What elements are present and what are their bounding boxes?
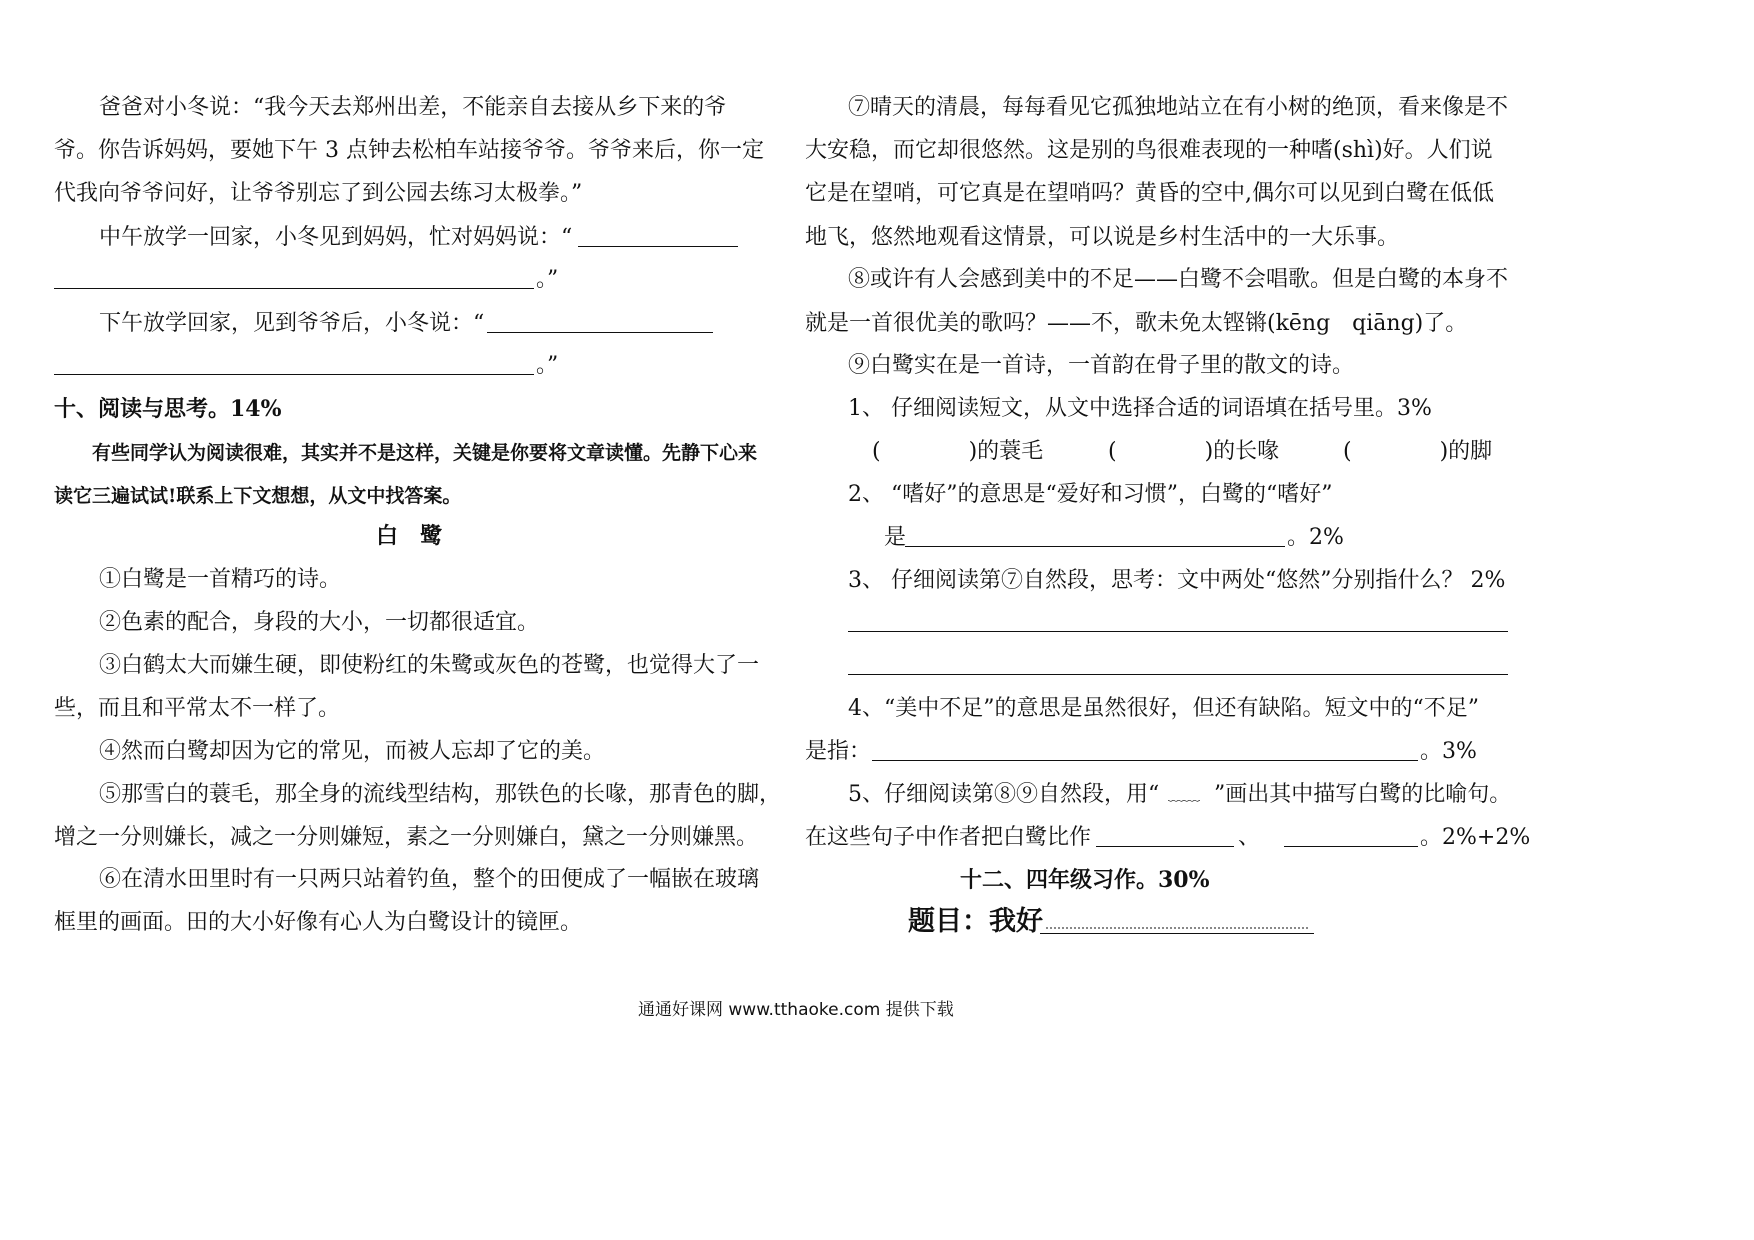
- question-1-blank-feathers[interactable]: ( )的蓑毛: [872, 439, 1044, 464]
- question-4-line-1: 4、“美中不足”的意思是虽然很好，但还有缺陷。短文中的“不足”: [848, 696, 1479, 721]
- noon-answer-line-1[interactable]: [578, 246, 738, 247]
- question-4-is-label: 是指：: [805, 739, 872, 764]
- essay-title-label: 题目：我好: [908, 906, 1043, 937]
- question-1-blank-beak[interactable]: ( )的长喙: [1108, 439, 1280, 464]
- footer-source: 通通好课网 www.tthaoke.com 提供下载: [638, 1000, 954, 1020]
- article-paragraph-6-line-1: ⑥在清水田里时有一只两只站着钓鱼，整个的田便成了一幅嵌在玻璃: [99, 867, 760, 892]
- question-3-answer-line-2[interactable]: [848, 674, 1508, 675]
- question-2: 2、 “嗜好”的意思是“爱好和习惯”，白鹭的“嗜好”: [848, 482, 1333, 507]
- article-paragraph-6-line-2: 框里的画面。田的大小好像有心人为白鹭设计的镜匣。: [54, 910, 583, 935]
- article-paragraph-3-line-1: ③白鹤太大而嫌生硬，即使粉红的朱鹭或灰色的苍鹭，也觉得大了一: [99, 653, 760, 678]
- question-3-answer-line-1[interactable]: [848, 631, 1508, 632]
- noon-prompt: 中午放学一回家，小冬见到妈妈，忙对妈妈说：“: [99, 225, 573, 250]
- question-3: 3、 仔细阅读第⑦自然段，思考：文中两处“悠然”分别指什么？ 2%: [848, 568, 1506, 593]
- article-paragraph-8-line-1: ⑧或许有人会感到美中的不足——白鹭不会唱歌。但是白鹭的本身不: [848, 267, 1509, 292]
- noon-answer-line-2[interactable]: [54, 288, 534, 289]
- article-paragraph-5-line-1: ⑤那雪白的蓑毛，那全身的流线型结构，那铁色的长喙，那青色的脚，: [99, 782, 782, 807]
- question-1: 1、 仔细阅读短文，从文中选择合适的词语填在括号里。3%: [848, 396, 1432, 421]
- section-12-title: 十二、四年级习作。30%: [960, 867, 1210, 893]
- question-5-line-2: 在这些句子中作者把白鹭比作: [805, 825, 1092, 850]
- question-5-separator: 、: [1238, 825, 1261, 850]
- question-4-answer-line[interactable]: [872, 760, 1418, 761]
- reading-intro-line-2: 读它三遍试试!联系上下文想想，从文中找答案。: [54, 485, 462, 507]
- article-paragraph-7-line-3: 它是在望哨，可它真是在望哨吗？黄昏的空中,偶尔可以见到白鹭在低低: [805, 181, 1494, 206]
- article-paragraph-7-line-4: 地飞，悠然地观看这情景，可以说是乡村生活中的一大乐事。: [805, 225, 1400, 250]
- article-paragraph-3-line-2: 些，而且和平常太不一样了。: [54, 696, 341, 721]
- dad-paragraph-line-2: 爷。你告诉妈妈，要她下午 3 点钟去松柏车站接爷爷。爷爷来后，你一定: [54, 138, 764, 163]
- afternoon-prompt: 下午放学回家，见到爷爷后，小冬说：“: [99, 311, 485, 336]
- question-4-score: 。3%: [1420, 739, 1477, 764]
- question-5-answer-line-2[interactable]: [1284, 846, 1418, 847]
- essay-title-blank[interactable]: [1040, 933, 1314, 934]
- dad-paragraph-line-1: 爸爸对小冬说：“我今天去郑州出差，不能亲自去接从乡下来的爷: [99, 95, 727, 120]
- article-paragraph-8-line-2: 就是一首很优美的歌吗？——不，歌未免太铿锵(kēng qiāng)了。: [805, 311, 1468, 336]
- article-paragraph-7-line-2: 大安稳，而它却很悠然。这是别的鸟很难表现的一种嗜(shì)好。人们说: [805, 138, 1493, 163]
- article-paragraph-7-line-1: ⑦晴天的清晨，每每看见它孤独地站立在有小树的绝顶，看来像是不: [848, 95, 1509, 120]
- question-2-is-label: 是: [884, 525, 907, 550]
- question-5-answer-line-1[interactable]: [1096, 846, 1234, 847]
- wavy-underline-mark: ﹏﹏: [1168, 785, 1201, 804]
- question-5-line-1-start: 5、仔细阅读第⑧⑨自然段，用“: [848, 782, 1160, 807]
- section-10-title: 十、阅读与思考。14%: [54, 396, 282, 422]
- afternoon-answer-line-2[interactable]: [54, 374, 534, 375]
- question-1-blank-feet[interactable]: ( )的脚: [1343, 439, 1493, 464]
- afternoon-answer-line-1[interactable]: [487, 332, 713, 333]
- question-2-answer-line[interactable]: [905, 546, 1285, 547]
- article-paragraph-2: ②色素的配合，身段的大小，一切都很适宜。: [99, 610, 540, 635]
- question-5-line-1-end: ”画出其中描写白鹭的比喻句。: [1214, 782, 1512, 807]
- reading-intro-line-1: 有些同学认为阅读很难，其实并不是这样，关键是你要将文章读懂。先静下心来: [92, 442, 758, 464]
- article-paragraph-1: ①白鹭是一首精巧的诗。: [99, 567, 342, 592]
- dad-paragraph-line-3: 代我向爷爷问好，让爷爷别忘了到公园去练习太极拳。”: [54, 181, 583, 206]
- noon-quote-end: 。”: [536, 267, 559, 292]
- article-title: 白 鹭: [376, 523, 443, 549]
- article-paragraph-4: ④然而白鹭却因为它的常见，而被人忘却了它的美。: [99, 739, 606, 764]
- afternoon-quote-end: 。”: [536, 353, 559, 378]
- question-5-score: 。2%+2%: [1420, 825, 1531, 850]
- article-paragraph-9: ⑨白鹭实在是一首诗，一首韵在骨子里的散文的诗。: [848, 353, 1355, 378]
- article-paragraph-5-line-2: 增之一分则嫌长，减之一分则嫌短，素之一分则嫌白，黛之一分则嫌黑。: [54, 825, 759, 850]
- question-2-score: 。2%: [1287, 525, 1344, 550]
